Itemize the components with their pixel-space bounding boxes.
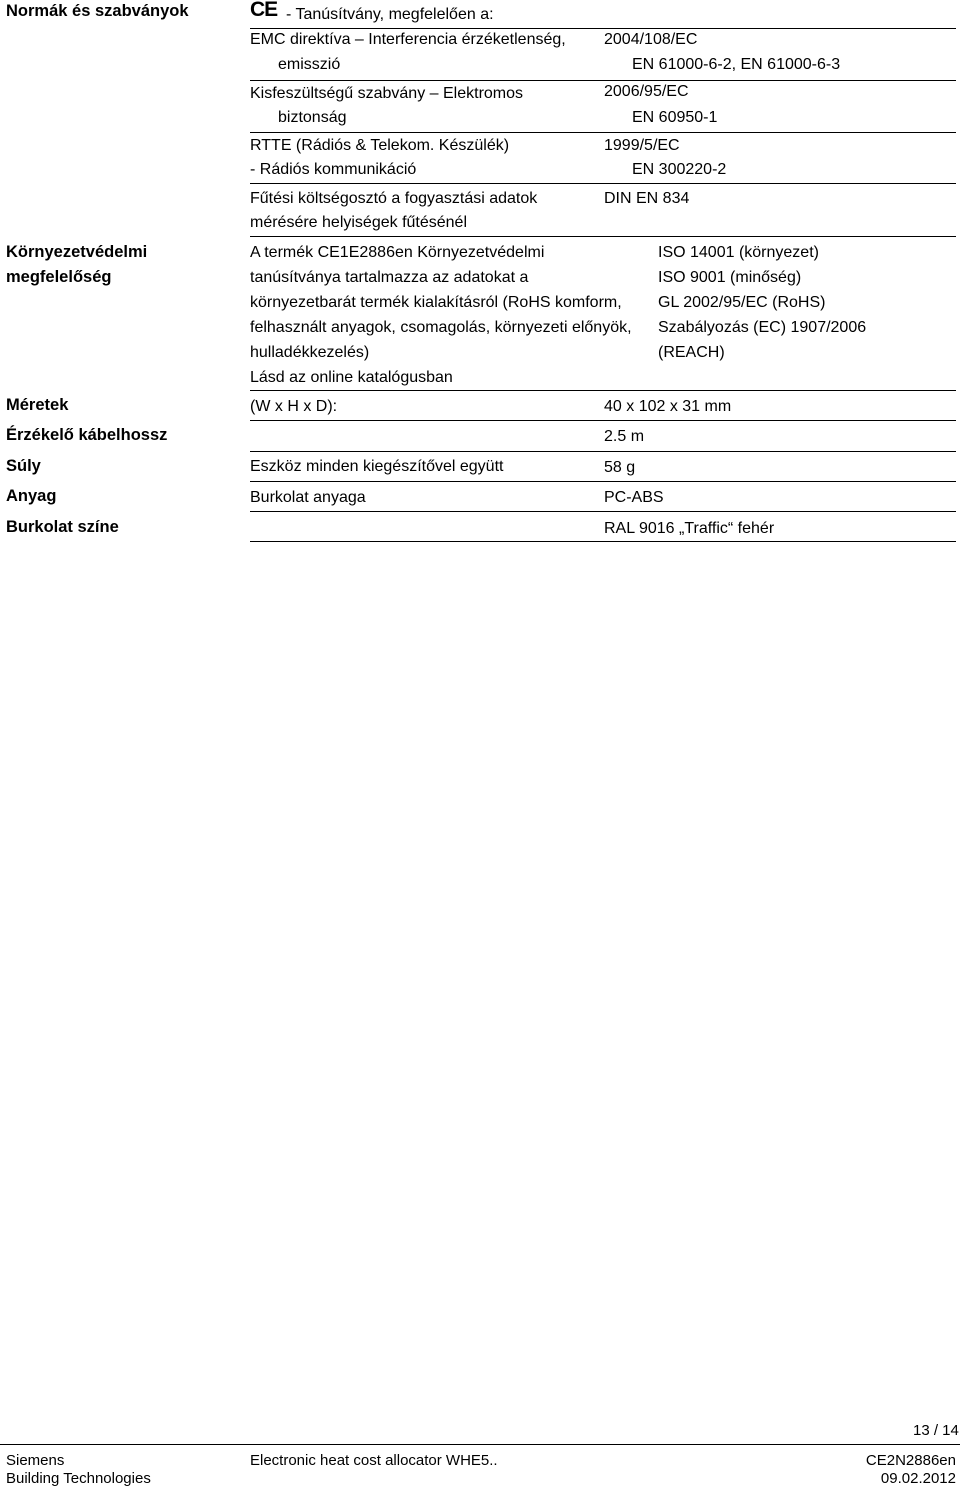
rtte-standard: EN 300220-2	[632, 161, 727, 178]
certificate-item: ISO 14001 (környezet)	[658, 244, 819, 261]
environment-line: tanúsítványa tartalmazza az adatokat a	[250, 269, 529, 286]
lv-description-line1: Kisfeszültségű szabvány – Elektromos	[250, 85, 524, 102]
footer-date: 09.02.2012	[880, 1470, 956, 1487]
heat-description-line2: mérésére helyiségek fűtésénél	[250, 214, 468, 231]
emc-directive: 2004/108/EC	[604, 31, 698, 48]
material-value: PC-ABS	[604, 489, 664, 506]
catalog-reference: Lásd az online katalógusban	[250, 369, 453, 386]
rtte-description-line2: - Rádiós kommunikáció	[250, 161, 417, 178]
environment-line: hulladékkezelés)	[250, 344, 370, 361]
label-standards: Normák és szabványok	[6, 2, 189, 20]
certificate-item: (REACH)	[658, 344, 725, 361]
page-number: 13 / 14	[913, 1422, 959, 1439]
ce-mark-symbol: CE	[250, 0, 278, 21]
label-environment-line2: megfelelőség	[6, 268, 112, 286]
divider	[250, 420, 956, 421]
heat-description-line1: Fűtési költségosztó a fogyasztási adatok	[250, 190, 538, 207]
footer-division: Building Technologies	[6, 1470, 151, 1487]
ce-certificate-text: - Tanúsítvány, megfelelően a:	[286, 6, 494, 23]
lv-directive: 2006/95/EC	[604, 83, 689, 100]
footer-product: Electronic heat cost allocator WHE5..	[250, 1452, 498, 1469]
certificate-item: GL 2002/95/EC (RoHS)	[658, 294, 826, 311]
environment-line: környezetbarát termék kialakításról (RoHS komform,	[250, 294, 622, 311]
environment-line: felhasznált anyagok, csomagolás, környezeti előnyök,	[250, 319, 632, 336]
weight-value: 58 g	[604, 459, 636, 476]
label-weight: Súly	[6, 457, 41, 475]
weight-description: Eszköz minden kiegészítővel együtt	[250, 458, 504, 475]
emc-description-line1: EMC direktíva – Interferencia érzéketlenség,	[250, 31, 566, 48]
certificate-item: ISO 9001 (minőség)	[658, 269, 802, 286]
certificate-item: Szabályozás (EC) 1907/2006	[658, 319, 867, 336]
dimensions-value: 40 x 102 x 31 mm	[604, 398, 732, 415]
material-description: Burkolat anyaga	[250, 489, 366, 506]
divider	[250, 390, 956, 391]
label-material: Anyag	[6, 487, 57, 505]
emc-description-line2: emisszió	[278, 56, 341, 73]
divider	[250, 481, 956, 482]
lv-standard: EN 60950-1	[632, 109, 718, 126]
environment-line: A termék CE1E2886en Környezetvédelmi	[250, 244, 545, 261]
heat-standard: DIN EN 834	[604, 190, 690, 207]
housing-color-value: RAL 9016 „Traffic“ fehér	[604, 520, 775, 537]
rtte-directive: 1999/5/EC	[604, 137, 680, 154]
label-environment-line1: Környezetvédelmi	[6, 243, 148, 261]
divider	[250, 236, 956, 237]
footer-divider	[0, 1444, 960, 1445]
divider	[250, 511, 956, 512]
divider	[250, 451, 956, 452]
lv-description-line2: biztonság	[278, 109, 347, 126]
divider	[250, 28, 956, 29]
divider	[250, 80, 956, 81]
divider	[250, 132, 956, 133]
divider	[250, 183, 956, 184]
dimensions-description: (W x H x D):	[250, 398, 338, 415]
label-housing-color: Burkolat színe	[6, 518, 119, 536]
rtte-description-line1: RTTE (Rádiós & Telekom. Készülék)	[250, 137, 510, 154]
cable-length-value: 2.5 m	[604, 428, 645, 445]
label-cable-length: Érzékelő kábelhossz	[6, 426, 168, 444]
footer-company: Siemens	[6, 1452, 65, 1469]
ce-mark-icon	[250, 0, 277, 19]
emc-standards: EN 61000-6-2, EN 61000-6-3	[632, 56, 841, 73]
label-dimensions: Méretek	[6, 396, 69, 414]
divider	[250, 541, 956, 542]
footer-document-id: CE2N2886en	[865, 1452, 956, 1469]
